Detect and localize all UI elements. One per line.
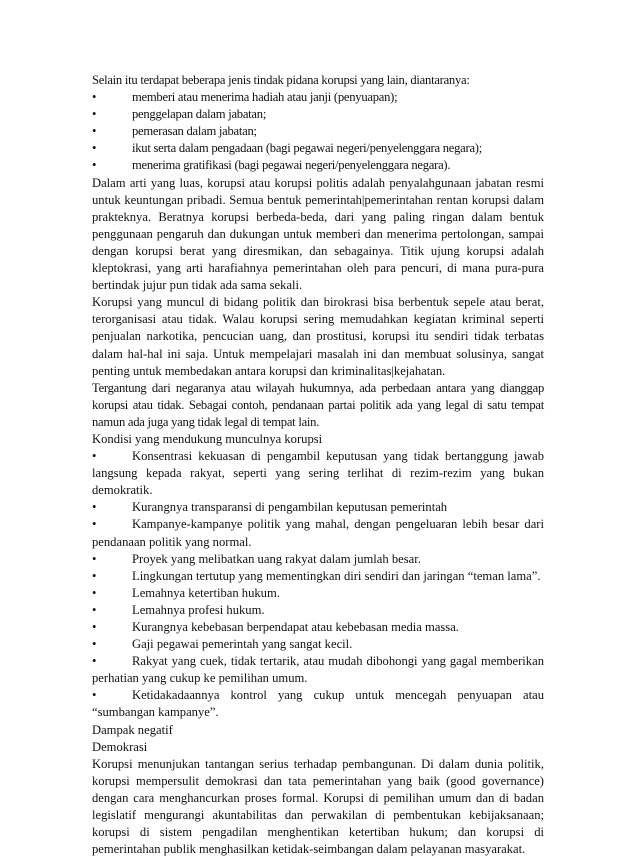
bullet-icon: • <box>92 602 97 617</box>
bullet-icon: • <box>92 551 97 566</box>
bullet-icon: • <box>92 158 97 173</box>
list-item: • Proyek yang melibatkan uang rakyat dalam jumlah besar. <box>92 551 544 568</box>
paragraph-forms: Korupsi yang muncul di bidang politik dan birokrasi bisa berbentuk sepele atau berat, terorganisasi atau tidak. Walau korupsi sering memudahkan kegiatan kriminal seperti penjualan narkotika, pencucian uang, dan prostitusi, korupsi itu sendiri tidak terbatas dalam hal-hal ini saja. Untuk mempelajari masalah ini dan membuat solusinya, sangat penting untuk membedakan antara korupsi dan kriminalitas|kejahatan. <box>92 295 544 378</box>
list-item: • Gaji pegawai pemerintah yang sangat kecil. <box>92 636 544 653</box>
bullet-icon: • <box>92 500 97 515</box>
impact-heading: Dampak negatif <box>92 722 173 737</box>
paragraph-definition: Dalam arti yang luas, korupsi atau korupsi politis adalah penyalahgunaan jabatan resmi untuk keuntungan pribadi. Semua bentuk pemerintah|pemerintahan rentan korupsi dalam prakteknya. Beratnya korupsi berbeda-beda, dari yang paling ringan dalam bentuk penggunaan pengaruh dan dukungan untuk memberi dan menerima pertolongan, sampai dengan korupsi berat yang diresmikan, dan sebagainya. Titik ujung korupsi adalah kleptokrasi, yang arti harafiahnya pemerintahan oleh para pencuri, di mana pura-pura bertindak jujur pun tidak ada sama sekali. <box>92 175 544 293</box>
conditions-list <box>92 448 544 722</box>
bullet-icon: • <box>92 637 97 652</box>
list-item: • Lingkungan tertutup yang mementingkan diri sendiri dan jaringan “teman lama”. <box>92 568 544 585</box>
corruption-types-list <box>92 89 544 174</box>
bullet-icon: • <box>92 124 97 139</box>
intro-line: Selain itu terdapat beberapa jenis tindak pidana korupsi yang lain, diantaranya: <box>92 73 470 87</box>
democracy-heading: Demokrasi <box>92 739 148 754</box>
bullet-icon: • <box>92 107 97 122</box>
bullet-icon: • <box>92 620 97 634</box>
list-item: • penggelapan dalam jabatan; <box>92 106 544 123</box>
bullet-icon: • <box>92 568 97 583</box>
conditions-heading: Kondisi yang mendukung munculnya korupsi <box>92 431 323 446</box>
list-item: • Kurangnya transparansi di pengambilan keputusan pemerintah <box>92 499 544 516</box>
list-item: • Konsentrasi kekuasan di pengambil keputusan yang tidak bertanggung jawab langsung kepada rakyat, seperti yang sering terlihat di rezim-rezim yang bukan demokratik. <box>92 449 544 498</box>
bullet-icon: • <box>92 654 97 669</box>
bullet-icon: • <box>92 449 97 464</box>
list-item: • Rakyat yang cuek, tidak tertarik, atau mudah dibohongi yang gagal memberikan perhatian yang cukup ke pemilihan umum. <box>92 654 544 686</box>
bullet-icon: • <box>92 585 97 600</box>
paragraph-democracy: Korupsi menunjukan tantangan serius terhadap pembangunan. Di dalam dunia politik, korupsi mempersulit demokrasi dan tata pemerintahan yang baik (good governance) dengan cara menghancurkan proses formal. Korupsi di pemilihan umum dan di badan legislatif mengurangi akuntabilitas dan perwakilan di pembentukan kebijaksanaan; korupsi di sistem pengadilan menghentikan ketertiban hukum; dan korupsi di pemerintahan publik menghasilkan ketidak-seimbangan dalam pelayanan masyarakat. <box>92 756 544 857</box>
bullet-icon: • <box>92 90 97 105</box>
list-item: • ikut serta dalam pengadaan (bagi pegawai negeri/penyelenggara negara); <box>92 140 544 157</box>
list-item: • menerima gratifikasi (bagi pegawai negeri/penyelenggara negara). <box>92 157 544 174</box>
list-item: • Kampanye-kampanye politik yang mahal, dengan pengeluaran lebih besar dari pendanaan politik yang normal. <box>92 517 544 549</box>
bullet-icon: • <box>92 517 97 532</box>
bullet-icon: • <box>92 141 97 156</box>
list-item: • Lemahnya profesi hukum. <box>92 602 544 619</box>
list-item: • Ketidakadaannya kontrol yang cukup untuk mencegah penyuapan atau “sumbangan kampanye”. <box>92 688 544 720</box>
list-item: • pemerasan dalam jabatan; <box>92 123 544 140</box>
list-item: • Kurangnya kebebasan berpendapat atau kebebasan media massa. <box>92 619 544 636</box>
list-item: • memberi atau menerima hadiah atau janji (penyuapan); <box>92 89 544 106</box>
list-item: • Lemahnya ketertiban hukum. <box>92 585 544 602</box>
bullet-icon: • <box>92 688 97 703</box>
document-page <box>92 72 544 858</box>
paragraph-region: Tergantung dari negaranya atau wilayah hukumnya, ada perbedaan antara yang dianggap korupsi atau tidak. Sebagai contoh, pendanaan partai politik ada yang legal di satu tempat namun ada juga yang tidak legal di tempat lain. <box>92 380 544 429</box>
